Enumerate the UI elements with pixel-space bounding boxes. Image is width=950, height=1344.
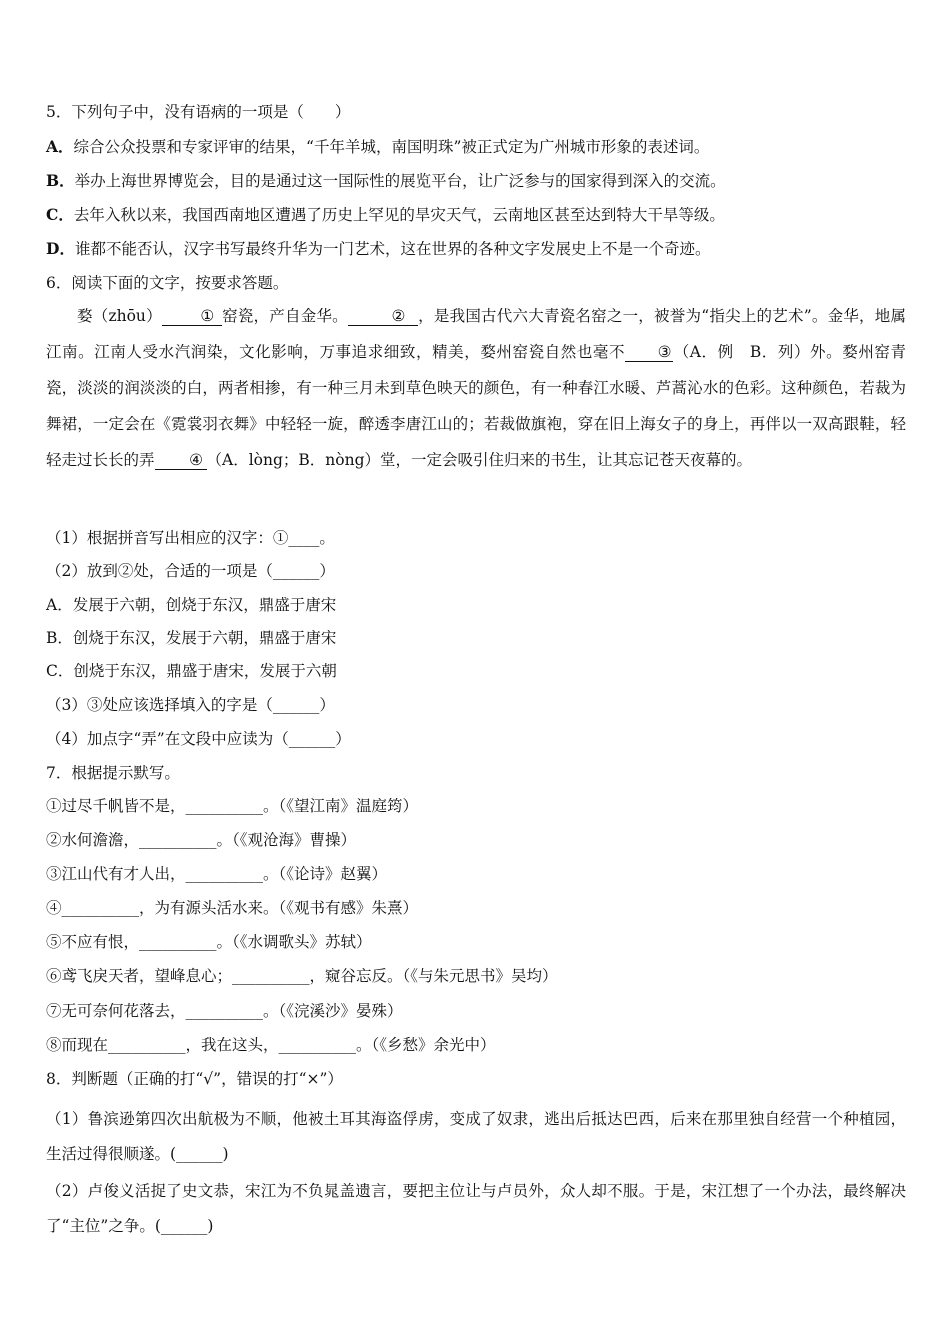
q6-sub2-option-b: B．创烧于东汉，发展于六朝，鼎盛于唐宋: [46, 629, 337, 647]
passage-text: 婺（zhōu）: [77, 307, 162, 325]
q5-option-c: [46, 205, 725, 225]
option-letter: D．: [46, 239, 75, 258]
passage-text: ，是我国古代六大青瓷名窑之一，被誉为“指尖上的艺术”。金华，地属江南。江南人受水汽润染，文化影响，万事追求细致，精美，婺州窑瓷自然也毫不: [46, 307, 906, 361]
option-letter: B．: [46, 171, 75, 190]
q5-option-d: [46, 239, 710, 259]
blank-4[interactable]: ④: [155, 452, 207, 470]
q7-item: ⑧而现在__________，我在这头，__________。（《乡愁》余光中）: [46, 1036, 496, 1054]
q7-item: ⑤不应有恨，__________。（《水调歌头》苏轼）: [46, 933, 372, 951]
option-text: 去年入秋以来，我国西南地区遭遇了历史上罕见的旱灾天气，云南地区甚至达到特大干旱等级。: [73, 206, 725, 224]
passage-text: （A．lòng；B．nòng）堂，一定会吸引住归来的书生，让其忘记苍天夜幕的。: [206, 451, 753, 469]
q5-option-a: [46, 137, 709, 157]
option-text: 综合公众投票和专家评审的结果，“千年羊城，南国明珠”被正式定为广州城市形象的表述词。: [73, 138, 710, 156]
q7-item: ⑥鸢飞戾天者，望峰息心；__________，窥谷忘反。（《与朱元思书》吴均）: [46, 967, 558, 985]
q7-item: ①过尽千帆皆不是，__________。（《望江南》温庭筠）: [46, 797, 419, 815]
q6-stem: 6．阅读下面的文字，按要求答题。: [46, 274, 289, 292]
option-text: 谁都不能否认，汉字书写最终升华为一门艺术，这在世界的各种文字发展史上不是一个奇迹。: [74, 240, 711, 258]
q6-sub3: （3）③处应该选择填入的字是（______）: [46, 696, 335, 714]
option-letter: A．: [46, 137, 74, 156]
option-letter: C．: [46, 205, 74, 224]
q8-item-2: （2）卢俊义活捉了史文恭，宋江为不负晁盖遗言，要把主位让与卢员外，众人却不服。于是，宋江想了一个办法，最终解决了“主位”之争。(______): [46, 1182, 906, 1235]
option-text: 举办上海世界博览会，目的是通过这一国际性的展览平台，让广泛参与的国家得到深入的交流。: [74, 172, 726, 190]
q6-sub2-option-c: C．创烧于东汉，鼎盛于唐宋，发展于六朝: [46, 662, 337, 680]
q7-item: ③江山代有才人出，__________。（《论诗》赵翼）: [46, 865, 388, 883]
q7-stem: 7．根据提示默写。: [46, 764, 180, 782]
passage-text: 窑瓷，产自金华。: [221, 307, 348, 325]
q7-item: ④__________，为有源头活水来。（《观书有感》朱熹）: [46, 899, 419, 917]
q7-item: ⑦无可奈何花落去，__________。（《浣溪沙》晏殊）: [46, 1002, 403, 1020]
q8-item-1: （1）鲁滨逊第四次出航极为不顺，他被土耳其海盗俘虏，变成了奴隶，逃出后抵达巴西，后来在那里独自经营一个种植园，生活过得很顺遂。(______): [46, 1110, 906, 1163]
q5-stem: 5．下列句子中，没有语病的一项是（ ）: [46, 103, 351, 121]
q5-option-b: [46, 171, 726, 191]
blank-1[interactable]: ①: [162, 308, 222, 326]
blank-3[interactable]: ③: [625, 344, 673, 362]
q8-stem: 8．判断题（正确的打“√”，错误的打“×”）: [46, 1070, 343, 1088]
q6-sub2: （2）放到②处，合适的一项是（______）: [46, 562, 335, 580]
q6-sub4: （4）加点字“弄”在文段中应读为（______）: [46, 730, 351, 748]
q6-sub2-option-a: A．发展于六朝，创烧于东汉，鼎盛于唐宋: [46, 596, 337, 614]
passage-text: （A．例 B．列）外。婺州窑青瓷，淡淡的润淡淡的白，两者相掺，有一种三月未到草色映天的颜色，有一种春江水暖、芦蒿沁水的色彩。这种颜色，若裁为舞裙，一定会在《霓裳羽衣舞》中轻轻一旋，醉透李唐江山的；若裁做旗袍，穿在旧上海女子的身上，再伴以一双高跟鞋，轻轻走过长长的弄: [46, 343, 906, 469]
q6-passage: [46, 298, 906, 478]
blank-2[interactable]: ②: [348, 308, 418, 326]
q7-item: ②水何澹澹，__________。（《观沧海》曹操）: [46, 831, 357, 849]
q6-sub1: （1）根据拼音写出相应的汉字：①____。: [46, 529, 335, 547]
